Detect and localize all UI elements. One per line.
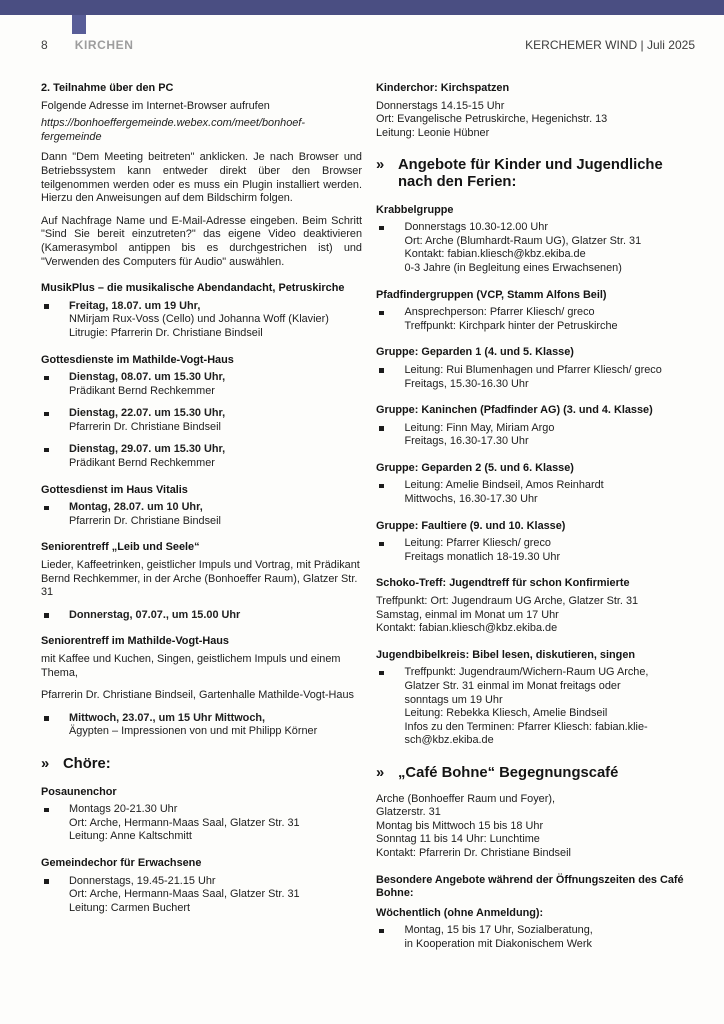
event-detail: Pfarrerin Dr. Christiane Bindseil bbox=[69, 514, 221, 527]
left-column bbox=[41, 82, 362, 961]
page-header bbox=[41, 38, 695, 52]
event-detail: Donnerstags, 19.45-21.15 Uhr bbox=[69, 874, 216, 887]
heading-text: Angebote für Kinder und Jugendliche nach den Ferien: bbox=[398, 157, 663, 190]
event-detail: Infos zu den Terminen: Pfarrer Kliesch: fabian.klie- bbox=[404, 720, 648, 733]
event-item bbox=[376, 924, 698, 951]
event-detail: Kontakt: fabian.kliesch@kbz.ekiba.de bbox=[376, 622, 558, 635]
section-musikplus bbox=[41, 282, 362, 340]
section-title: Posaunenchor bbox=[41, 785, 117, 798]
event-item bbox=[41, 712, 362, 739]
event-detail: Leitung: Pfarrer Kliesch/ greco bbox=[404, 537, 551, 550]
event-detail: Ägypten – Impressionen von und mit Philipp Körner bbox=[69, 725, 318, 738]
event-detail: Leitung: Finn May, Miriam Argo bbox=[404, 421, 555, 434]
bullet-square-icon bbox=[379, 311, 384, 316]
event-detail: Litrugie: Pfarrerin Dr. Christiane Bindseil bbox=[69, 326, 263, 339]
event-date: Donnerstag, 07.07., um 15.00 Uhr bbox=[69, 608, 241, 621]
chevron-marker: » bbox=[41, 755, 50, 772]
bullet-square-icon bbox=[379, 426, 384, 431]
section-schoko-treff bbox=[376, 577, 698, 635]
page-number: 8 bbox=[41, 38, 48, 52]
paragraph: Dann "Dem Meeting beitreten" anklicken. Je nach Browser und Betriebssystem kann entweder direkt über den Browser teilgenommen werden oder es muss ein Plugin installiert werden. Hierzu den Anweisungen auf dem Bildschirm folgen. bbox=[41, 151, 362, 205]
section-title: Schoko-Treff: Jugendtreff für schon Konfirmierte bbox=[376, 577, 630, 590]
bullet-square-icon bbox=[379, 368, 384, 373]
bullet-square-icon bbox=[44, 716, 49, 721]
bullet-square-icon bbox=[44, 376, 49, 381]
paragraph: Lieder, Kaffeetrinken, geistlicher Impuls und Vortrag, mit Prädikant Bernd Rechkemmer, in der Arche (Bonhoeffer Raum), Glatzer Str. 31 bbox=[41, 559, 360, 599]
event-detail: Leitung: Amelie Bindseil, Amos Reinhardt bbox=[404, 479, 604, 492]
section-cafe-bohne bbox=[376, 793, 698, 952]
event-detail: Donnerstags 14.15-15 Uhr bbox=[376, 99, 505, 112]
event-item bbox=[376, 422, 698, 449]
paragraph: Auf Nachfrage Name und E-Mail-Adresse eingeben. Beim Schritt "Sind Sie bereit einzutreten?" das eigene Video deaktivieren (Kamerasymbol antippen bis es durchgestrichen ist) und "Verwenden des Computers für Audio" auswählen. bbox=[41, 214, 362, 268]
event-item bbox=[376, 306, 698, 333]
bullet-square-icon bbox=[44, 808, 49, 813]
section-title: Gruppe: Faultiere (9. und 10. Klasse) bbox=[376, 519, 566, 532]
event-detail: Glatzerstr. 31 bbox=[376, 806, 441, 819]
top-accent-bar bbox=[0, 0, 724, 15]
event-date: Dienstag, 29.07. um 15.30 Uhr, bbox=[69, 443, 226, 456]
event-detail: Montag bis Mittwoch 15 bis 18 Uhr bbox=[376, 819, 544, 832]
section-posaunenchor bbox=[41, 786, 362, 844]
chevron-marker: » bbox=[376, 157, 385, 174]
event-item bbox=[41, 803, 362, 844]
event-detail: Treffpunkt: Kirchpark hinter der Petruskirche bbox=[404, 319, 618, 332]
event-item bbox=[376, 221, 698, 275]
event-detail: Ort: Arche (Blumhardt-Raum UG), Glatzer Str. 31 bbox=[404, 234, 642, 247]
event-detail: Sonntag 11 bis 14 Uhr: Lunchtime bbox=[376, 833, 540, 846]
event-item bbox=[376, 364, 698, 391]
webex-url-line-2: fergemeinde bbox=[41, 130, 102, 143]
event-detail: Arche (Bonhoeffer Raum und Foyer), bbox=[376, 792, 555, 805]
webex-url-line-1: https://bonhoeffergemeinde.webex.com/meet/bonhoef- bbox=[41, 117, 305, 130]
event-detail: Prädikant Bernd Rechkemmer bbox=[69, 457, 215, 470]
section-title: Gruppe: Kaninchen (Pfadfinder AG) (3. und 4. Klasse) bbox=[376, 404, 653, 417]
event-detail: Treffpunkt: Jugendraum/Wichern-Raum UG Arche, bbox=[404, 666, 649, 679]
event-detail: 0-3 Jahre (in Begleitung eines Erwachsenen) bbox=[404, 261, 622, 274]
section-gemeindechor bbox=[41, 857, 362, 915]
event-item bbox=[41, 300, 362, 341]
event-detail: Treffpunkt: Ort: Jugendraum UG Arche, Glatzer Str. 31 bbox=[376, 595, 639, 608]
event-date: Dienstag, 22.07. um 15.30 Uhr, bbox=[69, 407, 226, 420]
event-detail: sch@kbz.ekiba.de bbox=[404, 734, 494, 747]
event-detail: Kontakt: fabian.kliesch@kbz.ekiba.de bbox=[404, 248, 586, 261]
event-detail: Freitags, 15.30-16.30 Uhr bbox=[404, 377, 529, 390]
event-detail: Ort: Arche, Hermann-Maas Saal, Glatzer Str. 31 bbox=[69, 816, 300, 829]
bullet-square-icon bbox=[379, 929, 384, 934]
event-date: Dienstag, 08.07. um 15.30 Uhr, bbox=[69, 371, 226, 384]
event-detail: Mittwochs, 16.30-17.30 Uhr bbox=[404, 493, 538, 506]
section-title: Gruppe: Geparden 1 (4. und 5. Klasse) bbox=[376, 346, 574, 359]
event-detail: Samstag, einmal im Monat um 17 Uhr bbox=[376, 608, 559, 621]
issue-title: KERCHEMER WIND | Juli 2025 bbox=[525, 38, 695, 52]
section-gruppe-geparden-1 bbox=[376, 346, 698, 391]
section-krabbelgruppe bbox=[376, 204, 698, 276]
section-title: Gottesdienst im Haus Vitalis bbox=[41, 483, 188, 496]
event-detail: Glatzer Str. 31 einmal im Monat freitags oder bbox=[404, 680, 621, 692]
bullet-square-icon bbox=[379, 671, 384, 676]
bullet-square-icon bbox=[44, 613, 49, 618]
event-detail: Kontakt: Pfarrerin Dr. Christiane Bindseil bbox=[376, 846, 571, 859]
event-detail: NMirjam Rux-Voss (Cello) und Johanna Woff (Klavier) bbox=[69, 313, 329, 326]
bullet-square-icon bbox=[379, 484, 384, 489]
section-title: Seniorentreff im Mathilde-Vogt-Haus bbox=[41, 635, 229, 648]
section-title: Besondere Angebote während der Öffnungszeiten des Café Bohne: bbox=[376, 873, 684, 900]
section-title: MusikPlus – die musikalische Abendandacht, Petruskirche bbox=[41, 282, 345, 295]
event-detail: Ansprechperson: Pfarrer Kliesch/ greco bbox=[404, 306, 595, 319]
event-detail: Ort: Arche, Hermann-Maas Saal, Glatzer Str. 31 bbox=[69, 888, 300, 901]
section-seniorentreff-mvh bbox=[41, 635, 362, 739]
event-detail: Ort: Evangelische Petruskirche, Hegenichstr. 13 bbox=[376, 113, 608, 126]
section-title: Gruppe: Geparden 2 (5. und 6. Klasse) bbox=[376, 461, 574, 474]
event-item bbox=[376, 479, 698, 506]
event-item bbox=[41, 609, 362, 623]
section-gottesdienste-mvh bbox=[41, 354, 362, 471]
event-detail: Donnerstags 10.30-12.00 Uhr bbox=[404, 221, 548, 234]
section-teilnahme-pc bbox=[41, 82, 362, 269]
paragraph: mit Kaffee und Kuchen, Singen, geistlichem Impuls und einem Thema, bbox=[41, 653, 341, 679]
bullet-square-icon bbox=[44, 412, 49, 417]
event-item bbox=[41, 443, 362, 470]
heading-choere bbox=[41, 756, 362, 773]
event-item bbox=[41, 501, 362, 528]
event-detail: Leitung: Carmen Buchert bbox=[69, 901, 191, 914]
section-title: 2. Teilnahme über den PC bbox=[41, 82, 174, 94]
section-pfadfindergruppen bbox=[376, 289, 698, 334]
top-accent-tab bbox=[72, 15, 86, 34]
event-detail: sonntags um 19 Uhr bbox=[404, 693, 503, 706]
event-item bbox=[376, 666, 698, 748]
section-seniorentreff-leib-seele bbox=[41, 541, 362, 622]
section-haus-vitalis bbox=[41, 484, 362, 529]
event-detail: Montag, 15 bis 17 Uhr, Sozialberatung, bbox=[404, 924, 593, 937]
event-item bbox=[41, 875, 362, 916]
content-columns bbox=[41, 82, 698, 961]
section-title: Gemeindechor für Erwachsene bbox=[41, 856, 202, 869]
heading-text: Chöre: bbox=[63, 755, 111, 772]
event-detail: Prädikant Bernd Rechkemmer bbox=[69, 384, 215, 397]
event-date: Freitag, 18.07. um 19 Uhr, bbox=[69, 299, 201, 312]
section-title: Wöchentlich (ohne Anmeldung): bbox=[376, 906, 544, 919]
text-line: Folgende Adresse im Internet-Browser aufrufen bbox=[41, 99, 270, 112]
section-gruppe-faultiere bbox=[376, 520, 698, 565]
bullet-square-icon bbox=[379, 226, 384, 231]
event-detail: Montags 20-21.30 Uhr bbox=[69, 803, 178, 816]
event-date: Montag, 28.07. um 10 Uhr, bbox=[69, 501, 203, 514]
event-detail: Leitung: Leonie Hübner bbox=[376, 126, 490, 139]
event-detail: Freitags, 16.30-17.30 Uhr bbox=[404, 435, 529, 448]
heading-text: „Café Bohne“ Begegnungscafé bbox=[398, 764, 619, 781]
section-title: Kinderchor: Kirchspatzen bbox=[376, 82, 510, 94]
right-column bbox=[376, 82, 698, 961]
section-title: Krabbelgruppe bbox=[376, 203, 454, 216]
bullet-square-icon bbox=[44, 448, 49, 453]
bullet-square-icon bbox=[44, 506, 49, 511]
section-title: Seniorentreff „Leib und Seele“ bbox=[41, 541, 200, 554]
event-date: Mittwoch, 23.07., um 15 Uhr Mittwoch, bbox=[69, 711, 266, 724]
heading-cafe-bohne bbox=[376, 765, 698, 782]
event-item bbox=[376, 537, 698, 564]
bullet-square-icon bbox=[44, 304, 49, 309]
event-detail: Leitung: Rui Blumenhagen und Pfarrer Kliesch/ greco bbox=[404, 363, 662, 376]
section-title: Gottesdienste im Mathilde-Vogt-Haus bbox=[41, 353, 234, 366]
event-item bbox=[41, 371, 362, 398]
section-jugendbibelkreis bbox=[376, 649, 698, 748]
section-name: KIRCHEN bbox=[74, 38, 134, 52]
chevron-marker: » bbox=[376, 764, 385, 781]
event-detail: Freitags monatlich 18-19.30 Uhr bbox=[404, 550, 561, 563]
section-title: Jugendbibelkreis: Bibel lesen, diskutieren, singen bbox=[376, 648, 636, 661]
event-item bbox=[41, 407, 362, 434]
section-gruppe-kaninchen bbox=[376, 404, 698, 449]
event-detail: Leitung: Anne Kaltschmitt bbox=[69, 830, 192, 843]
section-kinderchor bbox=[376, 82, 698, 140]
section-gruppe-geparden-2 bbox=[376, 462, 698, 507]
event-detail: Leitung: Rebekka Kliesch, Amelie Bindseil bbox=[404, 707, 608, 720]
bullet-square-icon bbox=[44, 879, 49, 884]
heading-angebote-kinder bbox=[376, 157, 698, 190]
event-detail: Pfarrerin Dr. Christiane Bindseil bbox=[69, 420, 221, 433]
event-detail: in Kooperation mit Diakonischem Werk bbox=[404, 937, 592, 950]
bullet-square-icon bbox=[379, 542, 384, 547]
section-title: Pfadfindergruppen (VCP, Stamm Alfons Beil) bbox=[376, 288, 607, 301]
paragraph: Pfarrerin Dr. Christiane Bindseil, Gartenhalle Mathilde-Vogt-Haus bbox=[41, 689, 354, 702]
